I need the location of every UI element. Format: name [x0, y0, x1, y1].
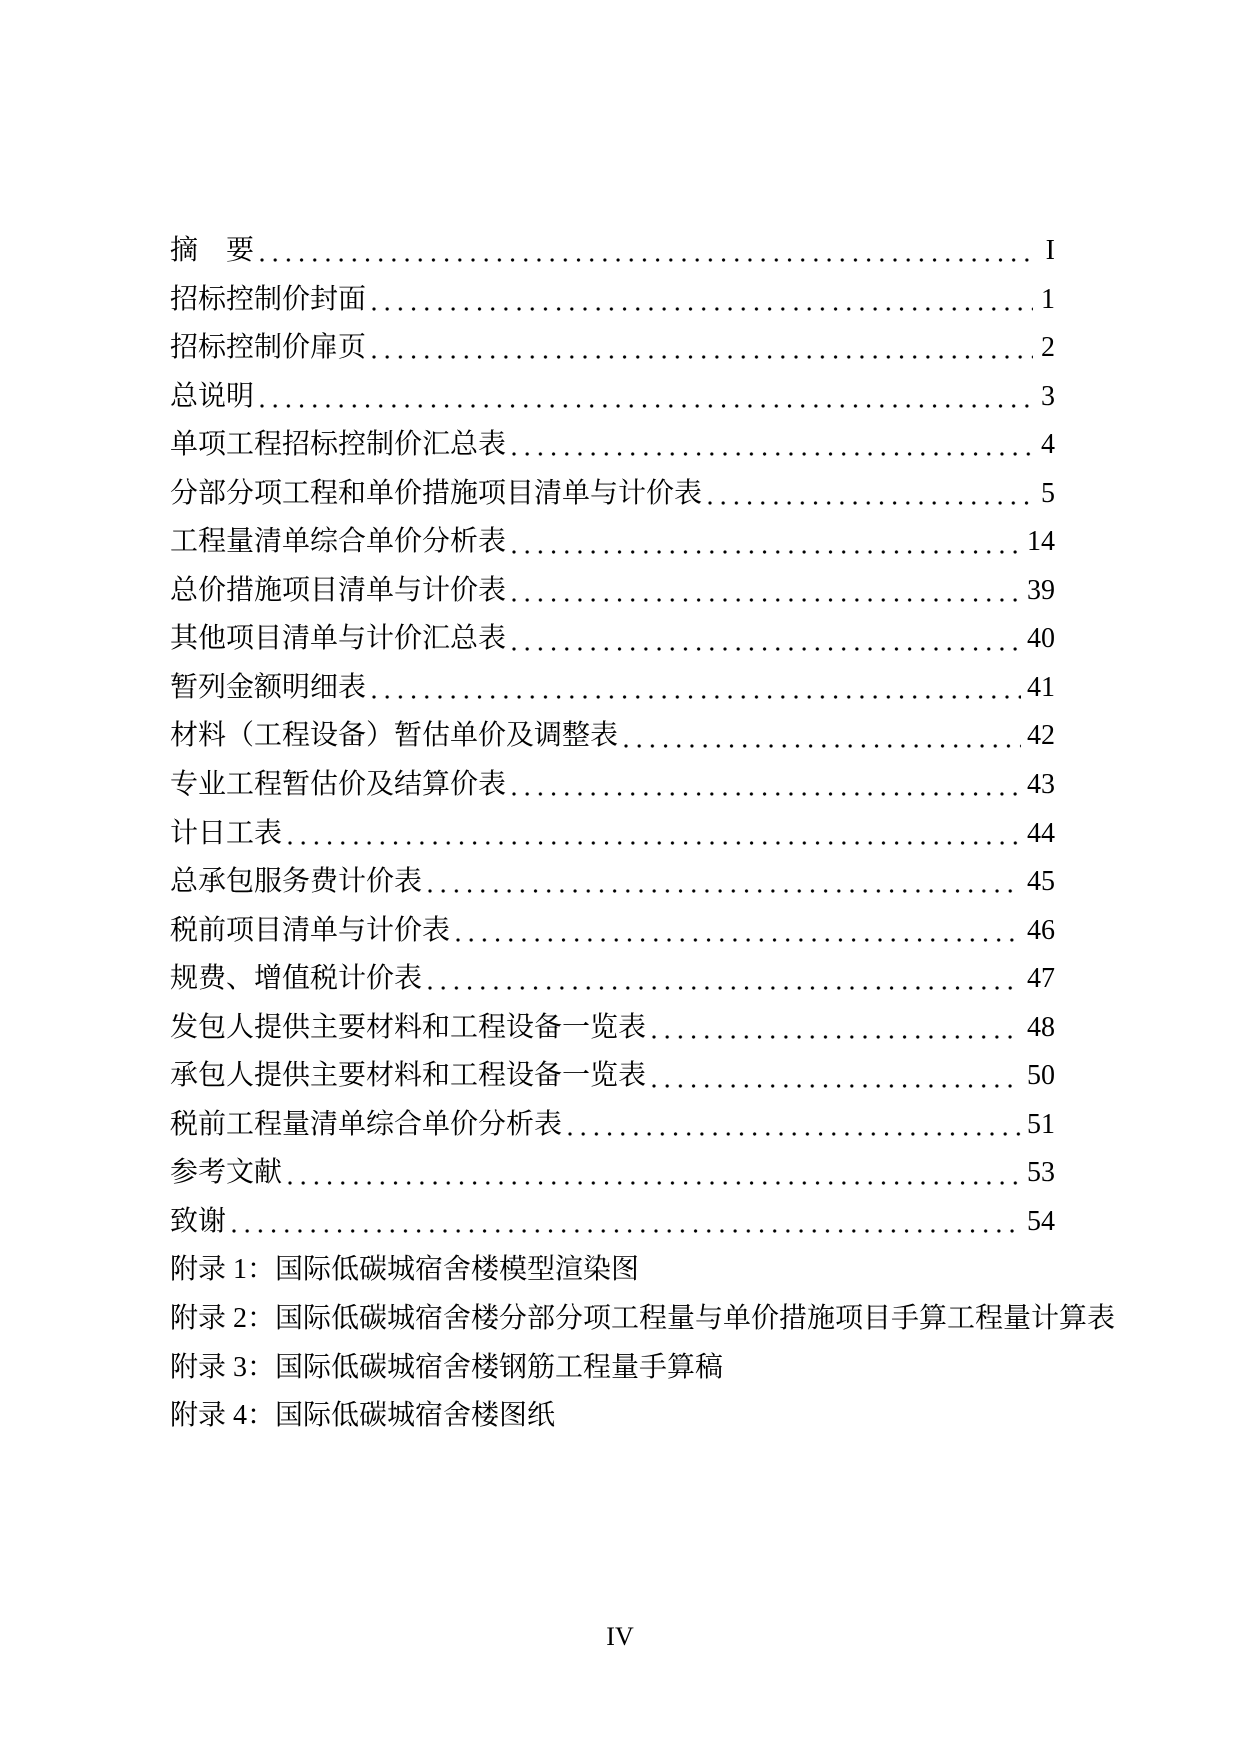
toc-entry — [170, 470, 1055, 519]
toc-entry — [170, 712, 1055, 761]
toc-entry-title: 暂列金额明细表 — [170, 671, 367, 703]
dot-leader — [512, 598, 1021, 602]
toc-entry-title: 税前工程量清单综合单价分析表 — [170, 1108, 563, 1140]
dot-leader — [512, 647, 1021, 651]
toc-entry — [170, 227, 1055, 276]
dot-leader — [708, 501, 1033, 505]
dot-leader — [512, 550, 1021, 554]
toc-entry-title: 致谢 — [170, 1205, 227, 1237]
toc-entry-title: 单项工程招标控制价汇总表 — [170, 429, 507, 461]
toc-entry-page: 43 — [1027, 769, 1055, 801]
toc-entry-page: 44 — [1027, 817, 1055, 849]
toc-entry-title: 分部分项工程和单价措施项目清单与计价表 — [170, 477, 703, 509]
toc-entry-page: 4 — [1041, 429, 1055, 461]
toc-entry-title: 总价措施项目清单与计价表 — [170, 574, 507, 606]
toc-entry-page: 2 — [1041, 332, 1055, 364]
toc-entry — [170, 955, 1055, 1004]
toc-entry-page: 39 — [1027, 574, 1055, 606]
appendix-entry — [170, 1344, 1055, 1393]
appendix-entry-label: 附录 3：国际低碳城宿舍楼钢筋工程量手算稿 — [170, 1351, 724, 1383]
dot-leader — [428, 986, 1021, 990]
dot-leader — [372, 695, 1021, 699]
dot-leader — [512, 452, 1033, 456]
dot-leader — [288, 1181, 1021, 1185]
toc-entry — [170, 373, 1055, 422]
dot-leader — [652, 1084, 1021, 1088]
toc-entry-title: 专业工程暂估价及结算价表 — [170, 769, 507, 801]
appendix-entry-label: 附录 1：国际低碳城宿舍楼模型渲染图 — [170, 1254, 640, 1286]
dot-leader — [260, 404, 1033, 408]
toc-entry-title: 规费、增值税计价表 — [170, 963, 423, 995]
toc-entry-page: 54 — [1027, 1205, 1055, 1237]
dot-leader — [624, 744, 1021, 748]
toc-entry-page: 40 — [1027, 623, 1055, 655]
toc-entry-page: 46 — [1027, 914, 1055, 946]
toc-entry-title: 总承包服务费计价表 — [170, 866, 423, 898]
toc-entry — [170, 567, 1055, 616]
toc-entry-title: 招标控制价扉页 — [170, 332, 367, 364]
toc-entry-page: 3 — [1041, 380, 1055, 412]
toc-entry — [170, 664, 1055, 713]
dot-leader — [652, 1035, 1021, 1039]
toc-entry-page: 53 — [1027, 1157, 1055, 1189]
toc-entry-page: 5 — [1041, 477, 1055, 509]
toc-entry-page: 1 — [1041, 283, 1055, 315]
toc-entry-title: 其他项目清单与计价汇总表 — [170, 623, 507, 655]
toc-entry-page: I — [1045, 235, 1055, 266]
toc-entry — [170, 907, 1055, 956]
toc-entry — [170, 276, 1055, 325]
appendix-entry — [170, 1246, 1055, 1295]
toc-entry — [170, 324, 1055, 373]
dot-leader — [512, 792, 1021, 796]
toc-entry — [170, 1101, 1055, 1150]
toc-entry-title: 税前项目清单与计价表 — [170, 914, 451, 946]
toc-entry — [170, 810, 1055, 859]
toc-entry-page: 51 — [1027, 1108, 1055, 1140]
toc-entry-title: 发包人提供主要材料和工程设备一览表 — [170, 1011, 647, 1043]
toc-entry-page: 48 — [1027, 1011, 1055, 1043]
toc-list — [170, 227, 1116, 1441]
toc-entry — [170, 761, 1055, 810]
toc-entry-title: 承包人提供主要材料和工程设备一览表 — [170, 1060, 647, 1092]
toc-entry — [170, 518, 1055, 567]
toc-entry-page: 42 — [1027, 720, 1055, 752]
toc-entry-title: 计日工表 — [170, 817, 283, 849]
appendix-entry — [170, 1295, 1116, 1344]
toc-entry-title: 总说明 — [170, 380, 255, 412]
toc-entry-page: 41 — [1027, 671, 1055, 703]
toc-entry-title: 摘 要 — [170, 235, 255, 266]
toc-entry — [170, 1004, 1055, 1053]
toc-entry — [170, 1198, 1055, 1247]
toc-entry — [170, 1052, 1055, 1101]
appendix-entry-label: 附录 4：国际低碳城宿舍楼图纸 — [170, 1400, 556, 1432]
dot-leader — [456, 938, 1021, 942]
dot-leader — [372, 355, 1033, 359]
appendix-entry — [170, 1392, 1055, 1441]
appendix-entry-label: 附录 2：国际低碳城宿舍楼分部分项工程量与单价措施项目手算工程量计算表 — [170, 1303, 1116, 1335]
dot-leader — [568, 1132, 1021, 1136]
dot-leader — [428, 889, 1021, 893]
toc-entry — [170, 1149, 1055, 1198]
toc-entry-title: 招标控制价封面 — [170, 283, 367, 315]
toc-entry-page: 50 — [1027, 1060, 1055, 1092]
dot-leader — [232, 1229, 1021, 1233]
toc-entry-title: 材料（工程设备）暂估单价及调整表 — [170, 720, 619, 752]
toc-entry — [170, 615, 1055, 664]
dot-leader — [288, 841, 1021, 845]
dot-leader — [260, 258, 1033, 262]
footer-page-number: IV — [606, 1622, 634, 1651]
toc-entry-page: 47 — [1027, 963, 1055, 995]
toc-entry — [170, 421, 1055, 470]
toc-entry-title: 工程量清单综合单价分析表 — [170, 526, 507, 558]
toc-entry-title: 参考文献 — [170, 1157, 283, 1189]
toc-entry-page: 14 — [1027, 526, 1055, 558]
dot-leader — [372, 307, 1033, 311]
toc-entry — [170, 858, 1055, 907]
toc-entry-page: 45 — [1027, 866, 1055, 898]
